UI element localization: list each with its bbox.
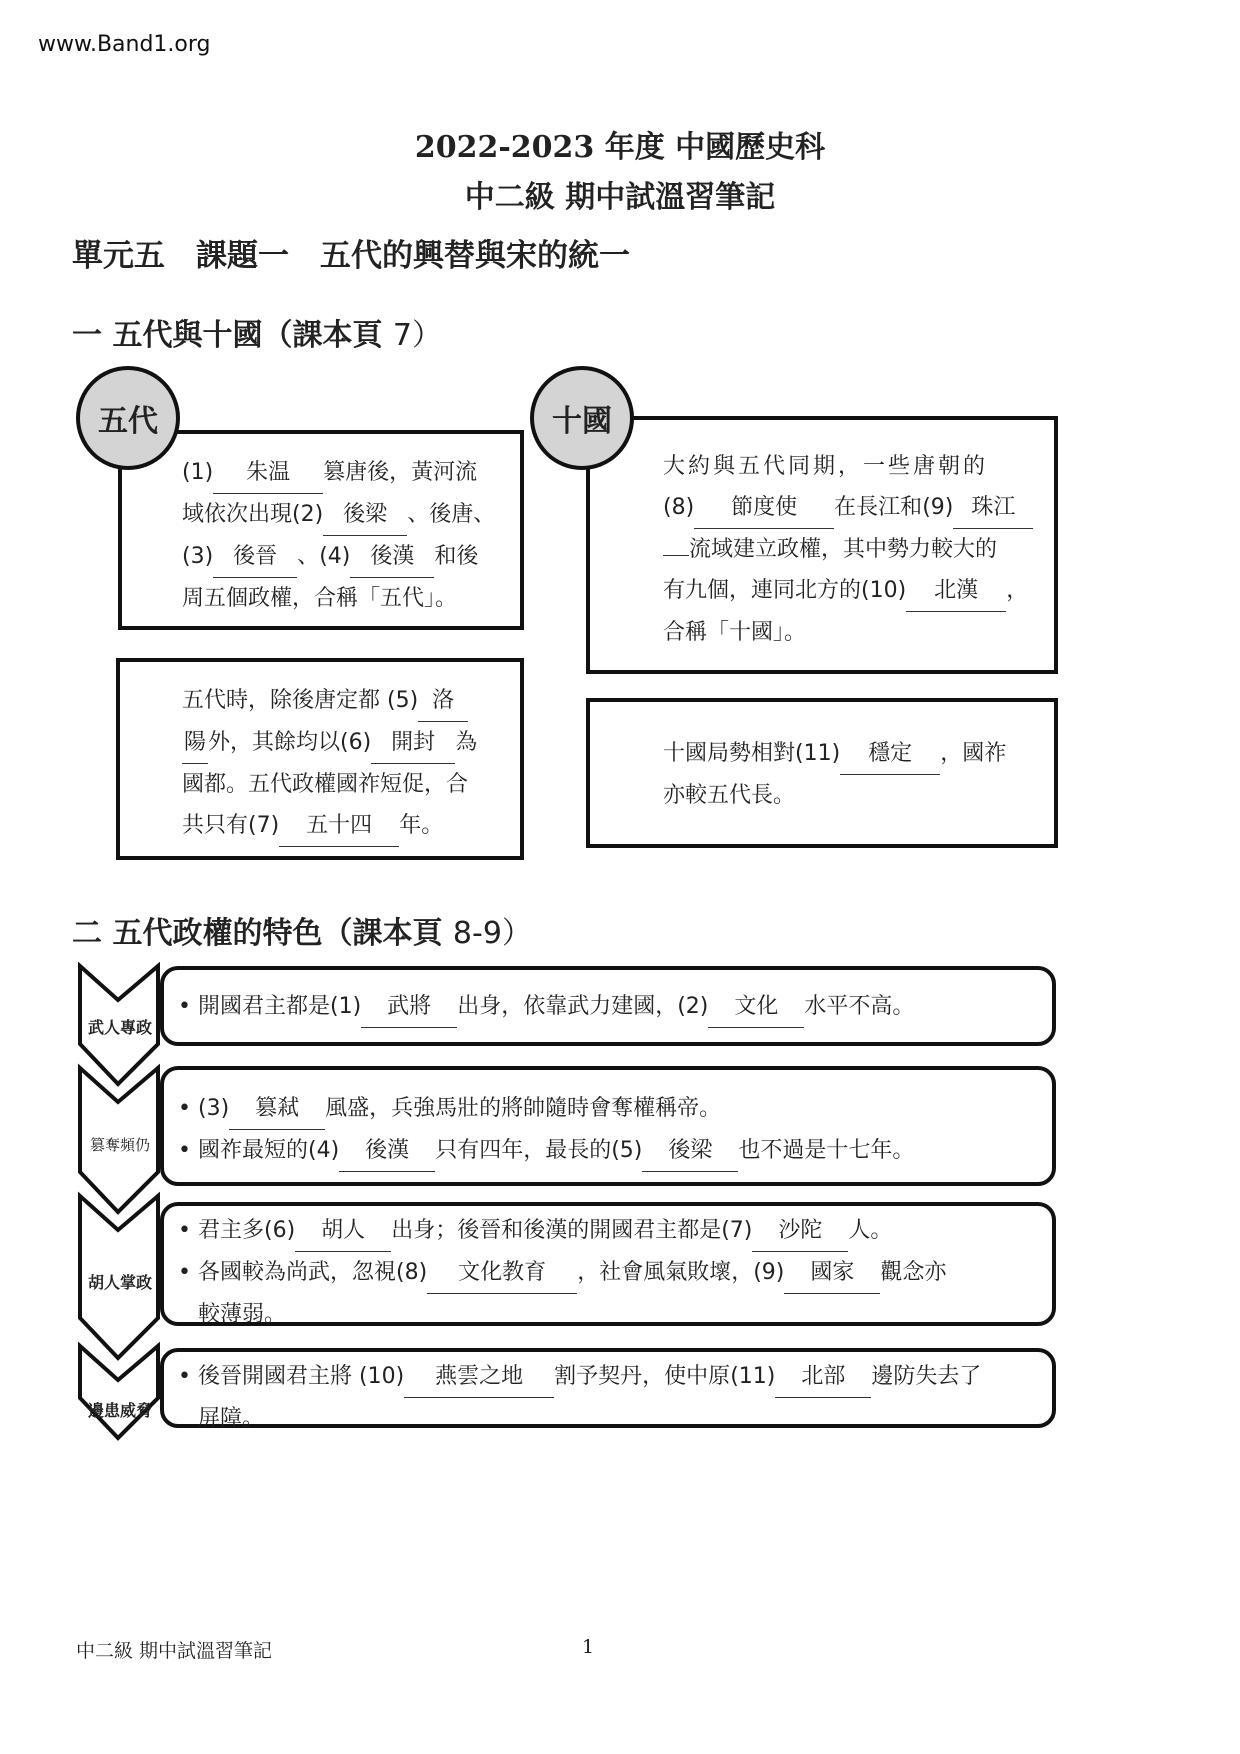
shiguo-box-1-text: 大約與五代同期，一些唐朝的 (8) 節度使 在長江和(9) 珠江 流域建立政權，其中勢力較大的 有九個，連同北方的(10) 北漢 ， 合稱「十國」。 — [663, 446, 1049, 653]
page-number: 1 — [582, 1636, 595, 1658]
answer-blank: 文化教育 — [427, 1252, 577, 1294]
feature-label-1: 武人專政 — [87, 1018, 152, 1037]
wudai-box-2-text: 五代時，除後唐定都 (5) 洛 陽外，其餘均以(6) 開封 為 國都。五代政權國祚短促，合 共只有(7) 五十四 年。 — [182, 680, 512, 847]
feature-label-3: 胡人掌政 — [87, 1273, 152, 1292]
unit-title: 單元五 課題一 五代的興替與宋的統一 — [72, 238, 630, 274]
feature-1-text — [178, 986, 914, 1028]
feature-line: 屏障。 — [198, 1406, 265, 1431]
feature-line: •(3) 篡弒 風盛，兵強馬壯的將帥隨時會奪權稱帝。 — [178, 1088, 914, 1130]
answer-blank: 國家 — [784, 1252, 880, 1294]
feature-label-4: 邊患威脅 — [87, 1401, 152, 1420]
section1-heading: 一 五代與十國（課本頁 7） — [72, 318, 442, 353]
doc-title-line1: 2022-2023 年度 中國歷史科 — [414, 130, 826, 165]
section2-heading: 二 五代政權的特色（課本頁 8-9） — [72, 916, 532, 951]
answer-blank: 篡弒 — [229, 1088, 325, 1130]
feature-line: •後晉開國君主將 (10) 燕雲之地 割予契丹，使中原(11) 北部 邊防失去了 — [178, 1356, 981, 1398]
feature-label-2: 篡奪頻仍 — [89, 1136, 150, 1154]
answer-blank: 沙陀 — [752, 1210, 848, 1252]
answer-blank: 北部 — [775, 1356, 871, 1398]
answer-blank: 文化 — [708, 986, 804, 1028]
feature-4-text — [178, 1356, 981, 1439]
shiguo-circle: 十國 — [530, 366, 634, 470]
answer-blank: 武將 — [361, 986, 457, 1028]
feature-line: •君主多(6) 胡人 出身；後晉和後漢的開國君主都是(7) 沙陀 人。 — [178, 1210, 946, 1252]
answer-blank: 燕雲之地 — [404, 1356, 554, 1398]
site-url: www.Band1.org — [38, 32, 211, 57]
doc-title-line2: 中二級 期中試溫習筆記 — [464, 180, 776, 215]
shiguo-box-2-text: 十國局勢相對(11) 穩定 ，國祚 亦較五代長。 — [663, 733, 1049, 816]
feature-line: •各國較為尚武，忽視(8) 文化教育 ，社會風氣敗壞，(9) 國家 觀念亦 — [178, 1252, 946, 1294]
feature-line: •國祚最短的(4) 後漢 只有四年，最長的(5) 後梁 也不過是十七年。 — [178, 1130, 914, 1172]
feature-3-text — [178, 1210, 946, 1335]
wudai-circle: 五代 — [76, 366, 180, 470]
footer-title: 中二級 期中試溫習筆記 — [76, 1640, 273, 1662]
answer-blank: 後梁 — [642, 1130, 738, 1172]
answer-blank: 胡人 — [295, 1210, 391, 1252]
feature-line: •開國君主都是(1) 武將 出身，依靠武力建國，(2) 文化 水平不高。 — [178, 986, 914, 1028]
wudai-box-1-text: (1) 朱温 篡唐後，黃河流 域依次出現(2) 後梁 、後唐、 (3) 後晉 、(4) 後漢 和後 周五個政權，合稱「五代」。 — [182, 452, 512, 619]
feature-line: 較薄弱。 — [198, 1302, 287, 1327]
answer-blank: 後漢 — [339, 1130, 435, 1172]
feature-2-text — [178, 1088, 914, 1172]
